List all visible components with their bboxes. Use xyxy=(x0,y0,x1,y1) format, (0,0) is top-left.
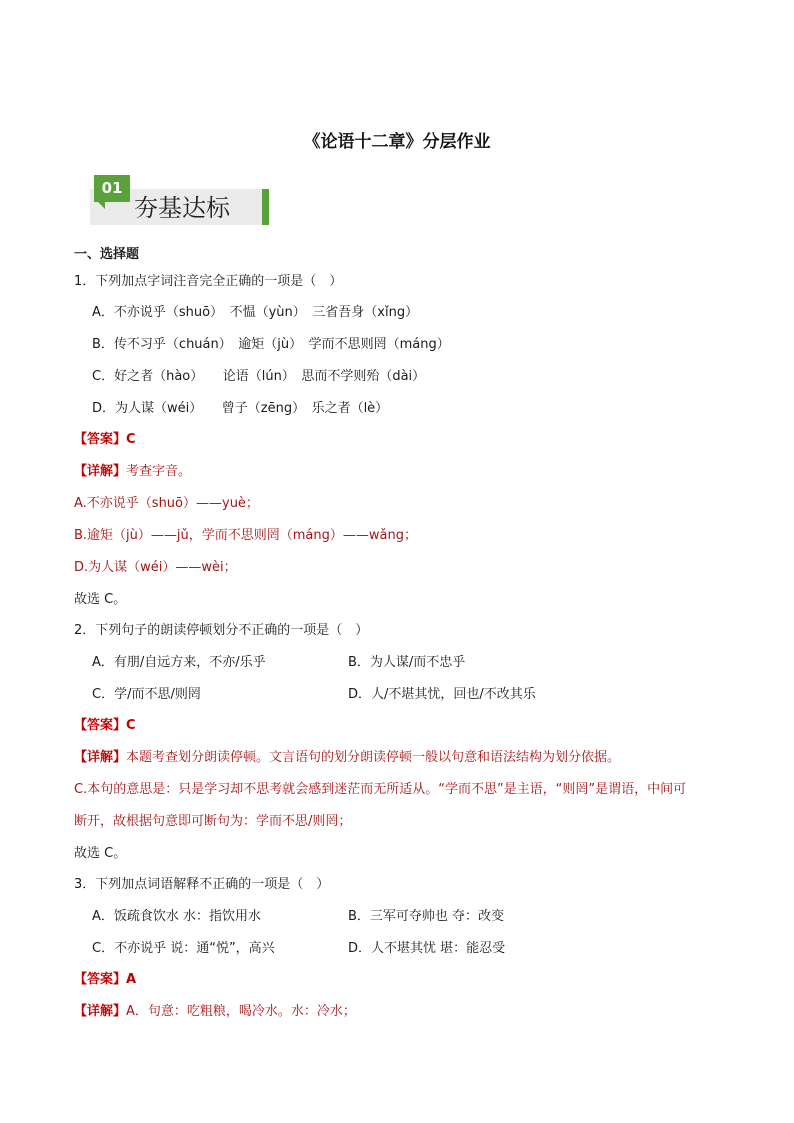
option-d: D．为人谋（wéi） 曾子（zēng） 乐之者（lè） xyxy=(92,401,389,416)
option-d: D．人不堪其忧 堪：能忍受 xyxy=(348,941,506,956)
detail-label: 【详解】 xyxy=(74,1004,127,1019)
detail-label: 【详解】 xyxy=(74,750,127,765)
option-b: B．三军可夺帅也 夺：改变 xyxy=(348,909,505,924)
detail-line xyxy=(74,749,620,767)
question-stem: 3．下列加点词语解释不正确的一项是（ ） xyxy=(74,877,330,892)
conclusion-line: 故选 C。 xyxy=(74,592,127,607)
explanation-line: C.本句的意思是：只是学习却不思考就会感到迷茫而无所适从。“学而不思”是主语，“则罔”是谓语，中间可 xyxy=(74,782,687,797)
explanation-line: D.为人谋（wéi）——wèi； xyxy=(74,560,237,575)
answer-value: C xyxy=(126,432,136,447)
option-c: C．好之者（hào） 论语（lún） 思而不学则殆（dài） xyxy=(92,369,426,384)
detail-text: 考查字音。 xyxy=(126,464,192,479)
option-b: B．为人谋/而不忠乎 xyxy=(348,655,466,670)
option-a: A．有朋/自远方来，不亦/乐乎 xyxy=(92,655,266,670)
banner-accent-bar xyxy=(262,189,269,225)
option-c: C．不亦说乎 说：通“悦”，高兴 xyxy=(92,941,275,956)
banner-number-badge: 01 xyxy=(94,175,130,202)
page-title: 《论语十二章》分层作业 xyxy=(303,132,491,152)
explanation-line: B.逾矩（jù）——jǔ，学而不思则罔（máng）——wǎng； xyxy=(74,528,417,543)
answer-line xyxy=(74,971,136,989)
detail-label: 【详解】 xyxy=(74,464,127,479)
explanation-line: A.不亦说乎（shuō）——yuè； xyxy=(74,496,259,511)
answer-value: A xyxy=(126,972,137,987)
question-stem: 2．下列句子的朗读停顿划分不正确的一项是（ ） xyxy=(74,623,369,638)
banner-label: 夯基达标 xyxy=(134,194,230,222)
detail-line xyxy=(74,463,191,481)
option-a: A．饭疏食饮水 水：指饮用水 xyxy=(92,909,262,924)
answer-line xyxy=(74,717,136,735)
answer-line xyxy=(74,431,136,449)
answer-label: 【答案】 xyxy=(74,718,127,733)
answer-label: 【答案】 xyxy=(74,432,127,447)
explanation-line: 断开，故根据句意即可断句为：学而不思/则罔； xyxy=(74,814,352,829)
answer-value: C xyxy=(126,718,136,733)
question-stem: 1．下列加点字词注音完全正确的一项是（ ） xyxy=(74,274,343,289)
detail-text: A．句意：吃粗粮，喝冷水。水：冷水； xyxy=(126,1004,356,1019)
answer-label: 【答案】 xyxy=(74,972,127,987)
option-c: C．学/而不思/则罔 xyxy=(92,687,201,702)
option-d: D．人/不堪其忧，回也/不改其乐 xyxy=(348,687,536,702)
option-b: B．传不习乎（chuán） 逾矩（jù） 学而不思则罔（máng） xyxy=(92,337,450,352)
detail-line xyxy=(74,1003,356,1021)
section-heading: 一、选择题 xyxy=(74,247,140,262)
section-banner xyxy=(84,175,270,227)
conclusion-line: 故选 C。 xyxy=(74,846,127,861)
option-a: A．不亦说乎（shuō） 不愠（yùn） 三省吾身（xǐng） xyxy=(92,305,419,320)
detail-text: 本题考查划分朗读停顿。文言语句的划分朗读停顿一般以句意和语法结构为划分依据。 xyxy=(126,750,621,765)
